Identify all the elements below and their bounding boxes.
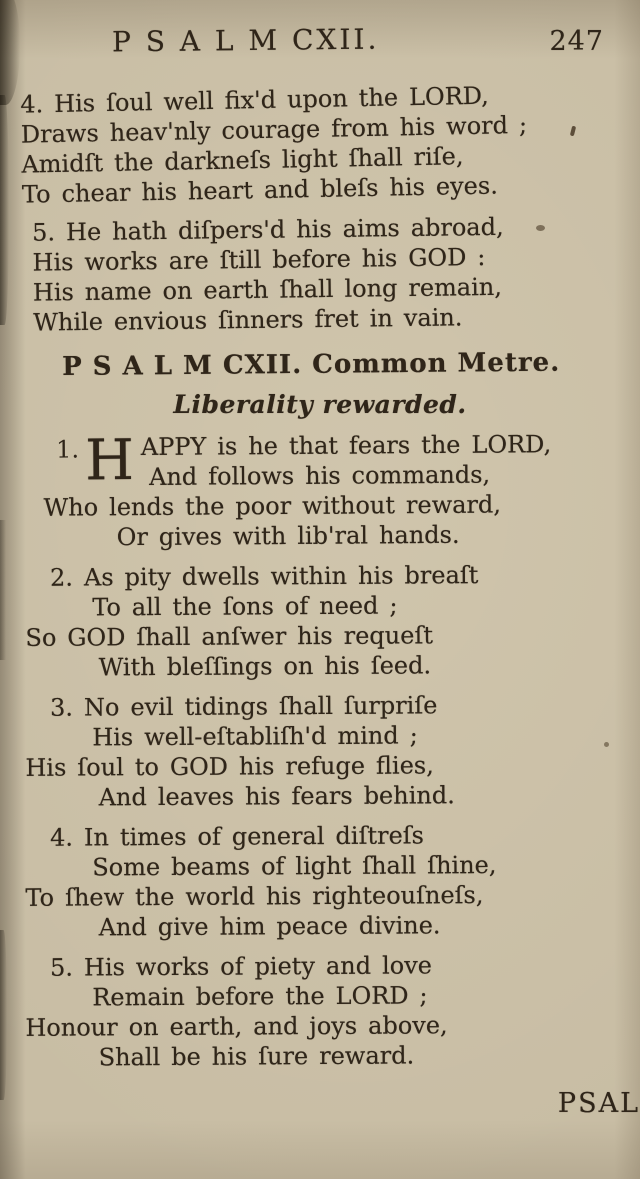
stanza-3: [0, 689, 640, 813]
verse-line: His ſoul to GOD his refuge flies,: [25, 751, 434, 782]
stanza-5: [0, 949, 640, 1073]
dropcap-row: [18, 429, 640, 493]
verse-line: Honour on earth, and joys above,: [25, 1011, 448, 1042]
stanza-continuation-5: [0, 210, 640, 338]
stanza-2: [0, 559, 640, 683]
verse-line: While envious ſinners fret in vain.: [33, 303, 463, 337]
verse-line: 4. In times of general diſtreſs: [50, 821, 425, 852]
verse-line: With bleſſings on his ſeed.: [98, 651, 432, 682]
stanza-4: [0, 819, 640, 943]
catchword: PSAL: [557, 1088, 640, 1119]
verse-line: So GOD ſhall anſwer his requeſt: [25, 621, 434, 652]
verse-line: Who lends the poor without reward,: [43, 490, 502, 522]
verse-line: Remain before the LORD ;: [92, 981, 428, 1012]
running-header: [0, 20, 640, 62]
dropcap-lines: [141, 429, 552, 492]
drop-cap: H: [84, 428, 135, 494]
verse-line: To chear his heart and bleſs his eyes.: [21, 171, 499, 209]
verse-line: His works are ſtill before his GOD :: [32, 243, 486, 277]
psalm-subtitle: Liberality rewarded.: [173, 390, 467, 419]
page-number: 247: [549, 26, 604, 57]
verse-line: Or gives with lib'ral hands.: [116, 520, 460, 552]
verse-line: 5. His works of piety and love: [50, 951, 433, 982]
running-title: P S A L M CXII.: [111, 22, 380, 59]
psalm-heading: P S A L M CXII. Common Metre.: [62, 347, 561, 382]
stanza-continuation-4: [0, 78, 640, 210]
verse-line: And give him peace divine.: [98, 911, 441, 942]
verse-line: 2. As pity dwells within his breaſt: [50, 561, 479, 592]
verse-line: Some beams of light ſhall ſhine,: [92, 850, 497, 882]
verse-line: 3. No evil tidings ſhall ſurpriſe: [50, 691, 438, 722]
verse-number: 1.: [56, 435, 80, 464]
verse-line: APPY is he that fears the LORD,: [140, 430, 552, 462]
verse-line: His name on earth ſhall long remain,: [32, 272, 503, 307]
page-content: [0, 81, 640, 1073]
verse-line: Draws heav'nly courage from his word ;: [20, 110, 528, 149]
verse-line: 5. He hath diſpers'd his aims abroad,: [32, 212, 504, 247]
verse-line: To ſhew the world his righteouſneſs,: [25, 881, 484, 912]
stanza-1: [0, 429, 640, 553]
verse-line: 4. His ſoul well fix'd upon the LORD,: [20, 81, 490, 119]
verse-line: And follows his commands,: [148, 460, 491, 491]
verse-line: And leaves his fears behind.: [98, 781, 455, 812]
verse-line: His well-eſtabliſh'd mind ;: [92, 721, 418, 752]
verse-line: Amidſt the darkneſs light ſhall riſe,: [21, 142, 464, 179]
verse-line: Shall be his ſure reward.: [98, 1041, 415, 1072]
verse-line: To all the ſons of need ;: [92, 591, 398, 622]
